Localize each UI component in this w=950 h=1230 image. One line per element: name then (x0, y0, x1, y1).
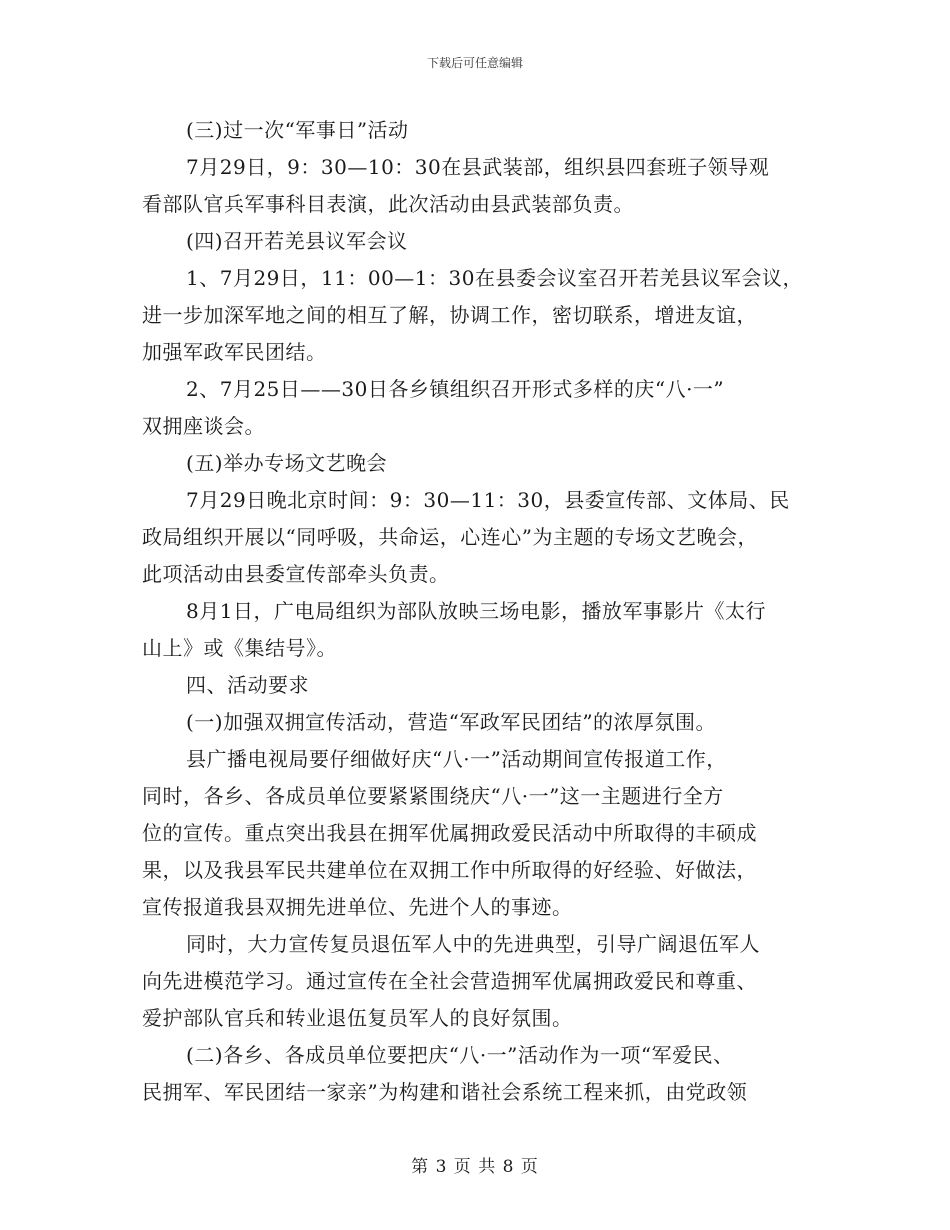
text-line: (二)各乡、各成员单位要把庆“八·一”活动作为一项“军爱民、 (186, 1043, 734, 1067)
text-line: (五)举办专场文艺晚会 (186, 451, 388, 475)
page-number-footer: 第 3 页 共 8 页 (411, 1157, 539, 1177)
text-line: 7月29日晚北京时间：9：30—11：30，县委宣传部、文体局、民 (186, 488, 790, 512)
text-line: (四)召开若羌县议军会议 (186, 229, 408, 253)
text-line: 爱护部队官兵和转业退伍复员军人的良好氛围。 (142, 1006, 573, 1030)
text-line: 位的宣传。重点突出我县在拥军优属拥政爱民活动中所取得的丰硕成 (142, 821, 757, 845)
text-line: 四、活动要求 (186, 673, 309, 697)
page-header: 下载后可任意编辑 (426, 56, 523, 70)
text-line: 8月1日，广电局组织为部队放映三场电影，播放军事影片《太行 (186, 599, 766, 623)
text-line: 看部队官兵军事科目表演，此次活动由县武装部负责。 (142, 192, 634, 216)
text-line: 县广播电视局要仔细做好庆“八·一”活动期间宣传报道工作， (186, 747, 727, 771)
text-line: 宣传报道我县双拥先进单位、先进个人的事迹。 (142, 895, 573, 919)
text-line: 加强军政军民团结。 (142, 340, 327, 364)
text-line: 双拥座谈会。 (142, 414, 265, 438)
text-line: 2、7月25日——30日各乡镇组织召开形式多样的庆“八·一” (186, 377, 725, 401)
text-line: 民拥军、军民团结一家亲”为构建和谐社会系统工程来抓，由党政领 (142, 1080, 748, 1104)
text-line: 7月29日，9：30—10：30在县武装部，组织县四套班子领导观 (186, 155, 770, 179)
text-line: 1、7月29日，11：00—1：30在县委会议室召开若羌县议军会议， (186, 266, 803, 290)
document-body (142, 112, 818, 1111)
text-line: (一)加强双拥宣传活动，营造“军政军民团结”的浓厚氛围。 (186, 710, 717, 734)
text-line: 政局组织开展以“同呼吸，共命运，心连心”为主题的专场文艺晚会， (142, 525, 758, 549)
text-line: 此项活动由县委宣传部牵头负责。 (142, 562, 450, 586)
text-line: 同时，大力宣传复员退伍军人中的先进典型，引导广阔退伍军人 (186, 932, 760, 956)
text-line: (三)过一次“军事日”活动 (186, 118, 409, 142)
text-line: 同时，各乡、各成员单位要紧紧围绕庆“八·一”这一主题进行全方 (142, 784, 724, 808)
text-line: 山上》或《集结号》。 (142, 636, 337, 660)
text-line: 进一步加深军地之间的相互了解，协调工作，密切联系，增进友谊， (142, 303, 757, 327)
text-line: 向先进模范学习。通过宣传在全社会营造拥军优属拥政爱民和尊重、 (142, 969, 757, 993)
text-line: 果，以及我县军民共建单位在双拥工作中所取得的好经验、好做法， (142, 858, 757, 882)
